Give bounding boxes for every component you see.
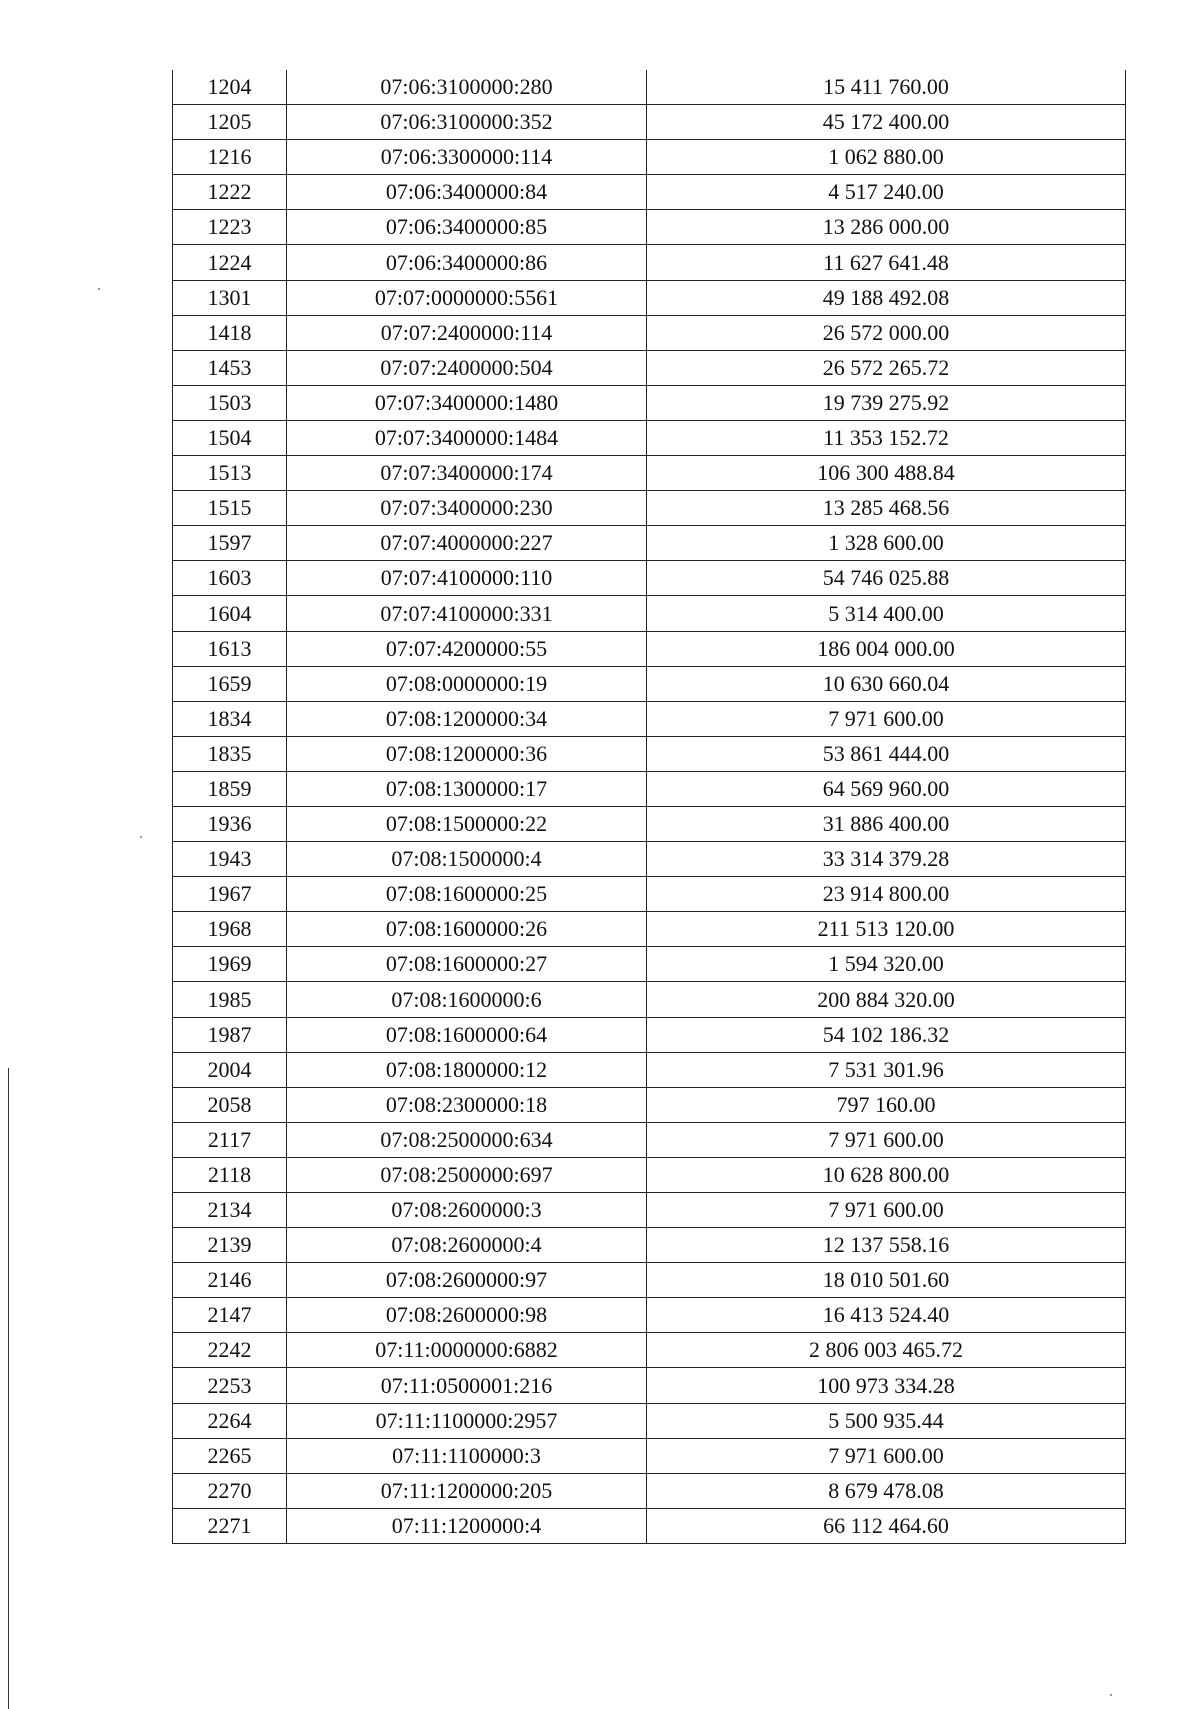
table-row bbox=[173, 245, 1126, 280]
cadastral-number-cell: 07:11:0000000:6882 bbox=[287, 1333, 647, 1368]
row-number-cell: 2139 bbox=[173, 1228, 287, 1263]
row-number-cell: 2058 bbox=[173, 1087, 287, 1122]
row-number-cell: 2265 bbox=[173, 1438, 287, 1473]
table-row bbox=[173, 105, 1126, 140]
cadastral-value-cell: 13 285 468.56 bbox=[647, 491, 1126, 526]
cadastral-number-cell: 07:08:1500000:22 bbox=[287, 806, 647, 841]
cadastral-number-cell: 07:07:2400000:114 bbox=[287, 315, 647, 350]
cadastral-value-cell: 1 062 880.00 bbox=[647, 140, 1126, 175]
table-row bbox=[173, 1263, 1126, 1298]
cadastral-value-cell: 13 286 000.00 bbox=[647, 210, 1126, 245]
row-number-cell: 2146 bbox=[173, 1263, 287, 1298]
row-number-cell: 1613 bbox=[173, 631, 287, 666]
row-number-cell: 1968 bbox=[173, 912, 287, 947]
cadastral-number-cell: 07:08:1600000:64 bbox=[287, 1017, 647, 1052]
table-row bbox=[173, 385, 1126, 420]
cadastral-number-cell: 07:11:1200000:205 bbox=[287, 1473, 647, 1508]
table-row bbox=[173, 526, 1126, 561]
cadastral-number-cell: 07:06:3400000:86 bbox=[287, 245, 647, 280]
table-row bbox=[173, 666, 1126, 701]
row-number-cell: 1301 bbox=[173, 280, 287, 315]
table-row bbox=[173, 350, 1126, 385]
row-number-cell: 2253 bbox=[173, 1368, 287, 1403]
cadastral-value-table bbox=[172, 70, 1126, 1544]
cadastral-number-cell: 07:11:1100000:3 bbox=[287, 1438, 647, 1473]
table-row bbox=[173, 1157, 1126, 1192]
cadastral-number-cell: 07:06:3400000:85 bbox=[287, 210, 647, 245]
cadastral-value-cell: 797 160.00 bbox=[647, 1087, 1126, 1122]
row-number-cell: 2117 bbox=[173, 1122, 287, 1157]
cadastral-value-cell: 64 569 960.00 bbox=[647, 771, 1126, 806]
table-row bbox=[173, 1508, 1126, 1543]
cadastral-number-cell: 07:08:1600000:26 bbox=[287, 912, 647, 947]
table-row bbox=[173, 1403, 1126, 1438]
cadastral-value-cell: 11 627 641.48 bbox=[647, 245, 1126, 280]
cadastral-value-cell: 4 517 240.00 bbox=[647, 175, 1126, 210]
cadastral-number-cell: 07:08:1200000:34 bbox=[287, 701, 647, 736]
cadastral-value-cell: 100 973 334.28 bbox=[647, 1368, 1126, 1403]
table-row bbox=[173, 877, 1126, 912]
cadastral-value-cell: 211 513 120.00 bbox=[647, 912, 1126, 947]
scan-speck bbox=[1110, 1694, 1112, 1696]
table-row bbox=[173, 456, 1126, 491]
cadastral-number-cell: 07:08:2600000:3 bbox=[287, 1193, 647, 1228]
table-row bbox=[173, 1298, 1126, 1333]
scan-speck bbox=[98, 288, 100, 290]
row-number-cell: 1204 bbox=[173, 70, 287, 105]
table-row bbox=[173, 947, 1126, 982]
cadastral-value-cell: 31 886 400.00 bbox=[647, 806, 1126, 841]
cadastral-number-cell: 07:08:1600000:6 bbox=[287, 982, 647, 1017]
table-row bbox=[173, 1473, 1126, 1508]
cadastral-value-cell: 5 314 400.00 bbox=[647, 596, 1126, 631]
cadastral-value-cell: 18 010 501.60 bbox=[647, 1263, 1126, 1298]
row-number-cell: 2271 bbox=[173, 1508, 287, 1543]
table-row bbox=[173, 842, 1126, 877]
row-number-cell: 1835 bbox=[173, 736, 287, 771]
cadastral-value-cell: 2 806 003 465.72 bbox=[647, 1333, 1126, 1368]
cadastral-number-cell: 07:08:2600000:4 bbox=[287, 1228, 647, 1263]
cadastral-number-cell: 07:07:4100000:331 bbox=[287, 596, 647, 631]
cadastral-number-cell: 07:06:3400000:84 bbox=[287, 175, 647, 210]
cadastral-number-cell: 07:07:4200000:55 bbox=[287, 631, 647, 666]
row-number-cell: 1987 bbox=[173, 1017, 287, 1052]
table-row bbox=[173, 1333, 1126, 1368]
row-number-cell: 1223 bbox=[173, 210, 287, 245]
cadastral-value-cell: 49 188 492.08 bbox=[647, 280, 1126, 315]
cadastral-number-cell: 07:11:1100000:2957 bbox=[287, 1403, 647, 1438]
cadastral-value-cell: 16 413 524.40 bbox=[647, 1298, 1126, 1333]
cadastral-value-cell: 54 746 025.88 bbox=[647, 561, 1126, 596]
table-row bbox=[173, 806, 1126, 841]
row-number-cell: 1597 bbox=[173, 526, 287, 561]
cadastral-value-cell: 33 314 379.28 bbox=[647, 842, 1126, 877]
cadastral-number-cell: 07:08:2500000:634 bbox=[287, 1122, 647, 1157]
row-number-cell: 1985 bbox=[173, 982, 287, 1017]
row-number-cell: 2270 bbox=[173, 1473, 287, 1508]
cadastral-number-cell: 07:06:3300000:114 bbox=[287, 140, 647, 175]
cadastral-value-cell: 10 628 800.00 bbox=[647, 1157, 1126, 1192]
row-number-cell: 1943 bbox=[173, 842, 287, 877]
cadastral-value-cell: 5 500 935.44 bbox=[647, 1403, 1126, 1438]
row-number-cell: 2134 bbox=[173, 1193, 287, 1228]
cadastral-number-cell: 07:07:2400000:504 bbox=[287, 350, 647, 385]
row-number-cell: 1224 bbox=[173, 245, 287, 280]
row-number-cell: 1859 bbox=[173, 771, 287, 806]
cadastral-value-cell: 26 572 265.72 bbox=[647, 350, 1126, 385]
cadastral-value-cell: 26 572 000.00 bbox=[647, 315, 1126, 350]
row-number-cell: 1659 bbox=[173, 666, 287, 701]
row-number-cell: 1936 bbox=[173, 806, 287, 841]
cadastral-number-cell: 07:08:1600000:27 bbox=[287, 947, 647, 982]
row-number-cell: 1969 bbox=[173, 947, 287, 982]
row-number-cell: 1216 bbox=[173, 140, 287, 175]
row-number-cell: 2242 bbox=[173, 1333, 287, 1368]
cadastral-value-cell: 23 914 800.00 bbox=[647, 877, 1126, 912]
table-row bbox=[173, 1087, 1126, 1122]
left-margin-line bbox=[8, 1068, 9, 1709]
cadastral-value-cell: 1 594 320.00 bbox=[647, 947, 1126, 982]
table-row bbox=[173, 70, 1126, 105]
cadastral-value-cell: 186 004 000.00 bbox=[647, 631, 1126, 666]
cadastral-value-cell: 15 411 760.00 bbox=[647, 70, 1126, 105]
cadastral-value-cell: 45 172 400.00 bbox=[647, 105, 1126, 140]
row-number-cell: 1503 bbox=[173, 385, 287, 420]
cadastral-value-cell: 7 971 600.00 bbox=[647, 1438, 1126, 1473]
cadastral-number-cell: 07:08:0000000:19 bbox=[287, 666, 647, 701]
cadastral-number-cell: 07:08:2600000:97 bbox=[287, 1263, 647, 1298]
row-number-cell: 1418 bbox=[173, 315, 287, 350]
table-row bbox=[173, 491, 1126, 526]
table-row bbox=[173, 140, 1126, 175]
row-number-cell: 1834 bbox=[173, 701, 287, 736]
table-row bbox=[173, 912, 1126, 947]
row-number-cell: 1205 bbox=[173, 105, 287, 140]
cadastral-number-cell: 07:08:1500000:4 bbox=[287, 842, 647, 877]
cadastral-number-cell: 07:08:2600000:98 bbox=[287, 1298, 647, 1333]
cadastral-value-cell: 54 102 186.32 bbox=[647, 1017, 1126, 1052]
cadastral-number-cell: 07:07:3400000:174 bbox=[287, 456, 647, 491]
table-row bbox=[173, 1017, 1126, 1052]
table-row bbox=[173, 315, 1126, 350]
cadastral-value-cell: 1 328 600.00 bbox=[647, 526, 1126, 561]
row-number-cell: 2147 bbox=[173, 1298, 287, 1333]
cadastral-number-cell: 07:11:1200000:4 bbox=[287, 1508, 647, 1543]
row-number-cell: 1967 bbox=[173, 877, 287, 912]
table-row bbox=[173, 771, 1126, 806]
cadastral-number-cell: 07:08:1600000:25 bbox=[287, 877, 647, 912]
table-row bbox=[173, 1438, 1126, 1473]
cadastral-value-cell: 7 971 600.00 bbox=[647, 1193, 1126, 1228]
cadastral-value-cell: 7 531 301.96 bbox=[647, 1052, 1126, 1087]
cadastral-number-cell: 07:08:2300000:18 bbox=[287, 1087, 647, 1122]
cadastral-number-cell: 07:07:3400000:230 bbox=[287, 491, 647, 526]
cadastral-number-cell: 07:07:4100000:110 bbox=[287, 561, 647, 596]
cadastral-number-cell: 07:08:1800000:12 bbox=[287, 1052, 647, 1087]
cadastral-value-table-wrapper bbox=[172, 70, 1125, 1544]
row-number-cell: 1222 bbox=[173, 175, 287, 210]
row-number-cell: 1603 bbox=[173, 561, 287, 596]
table-row bbox=[173, 561, 1126, 596]
cadastral-number-cell: 07:07:4000000:227 bbox=[287, 526, 647, 561]
table-row bbox=[173, 631, 1126, 666]
table-row bbox=[173, 280, 1126, 315]
cadastral-value-cell: 12 137 558.16 bbox=[647, 1228, 1126, 1263]
row-number-cell: 1504 bbox=[173, 420, 287, 455]
table-row bbox=[173, 736, 1126, 771]
cadastral-value-cell: 7 971 600.00 bbox=[647, 701, 1126, 736]
cadastral-number-cell: 07:08:1300000:17 bbox=[287, 771, 647, 806]
table-row bbox=[173, 420, 1126, 455]
cadastral-value-cell: 106 300 488.84 bbox=[647, 456, 1126, 491]
cadastral-number-cell: 07:07:0000000:5561 bbox=[287, 280, 647, 315]
row-number-cell: 1453 bbox=[173, 350, 287, 385]
cadastral-number-cell: 07:11:0500001:216 bbox=[287, 1368, 647, 1403]
table-row bbox=[173, 1052, 1126, 1087]
row-number-cell: 1604 bbox=[173, 596, 287, 631]
table-row bbox=[173, 982, 1126, 1017]
cadastral-value-cell: 11 353 152.72 bbox=[647, 420, 1126, 455]
scan-speck bbox=[140, 836, 142, 838]
cadastral-number-cell: 07:07:3400000:1484 bbox=[287, 420, 647, 455]
cadastral-number-cell: 07:06:3100000:280 bbox=[287, 70, 647, 105]
table-row bbox=[173, 1228, 1126, 1263]
cadastral-value-cell: 10 630 660.04 bbox=[647, 666, 1126, 701]
row-number-cell: 1515 bbox=[173, 491, 287, 526]
table-row bbox=[173, 1193, 1126, 1228]
table-row bbox=[173, 210, 1126, 245]
cadastral-number-cell: 07:07:3400000:1480 bbox=[287, 385, 647, 420]
cadastral-value-cell: 53 861 444.00 bbox=[647, 736, 1126, 771]
row-number-cell: 2004 bbox=[173, 1052, 287, 1087]
cadastral-value-cell: 19 739 275.92 bbox=[647, 385, 1126, 420]
row-number-cell: 1513 bbox=[173, 456, 287, 491]
table-row bbox=[173, 1122, 1126, 1157]
cadastral-value-cell: 7 971 600.00 bbox=[647, 1122, 1126, 1157]
cadastral-number-cell: 07:08:1200000:36 bbox=[287, 736, 647, 771]
table-row bbox=[173, 1368, 1126, 1403]
table-row bbox=[173, 701, 1126, 736]
cadastral-value-cell: 8 679 478.08 bbox=[647, 1473, 1126, 1508]
row-number-cell: 2118 bbox=[173, 1157, 287, 1192]
row-number-cell: 2264 bbox=[173, 1403, 287, 1438]
table-row bbox=[173, 175, 1126, 210]
cadastral-value-cell: 200 884 320.00 bbox=[647, 982, 1126, 1017]
cadastral-number-cell: 07:08:2500000:697 bbox=[287, 1157, 647, 1192]
cadastral-number-cell: 07:06:3100000:352 bbox=[287, 105, 647, 140]
table-row bbox=[173, 596, 1126, 631]
table-body bbox=[173, 70, 1126, 1543]
cadastral-value-cell: 66 112 464.60 bbox=[647, 1508, 1126, 1543]
